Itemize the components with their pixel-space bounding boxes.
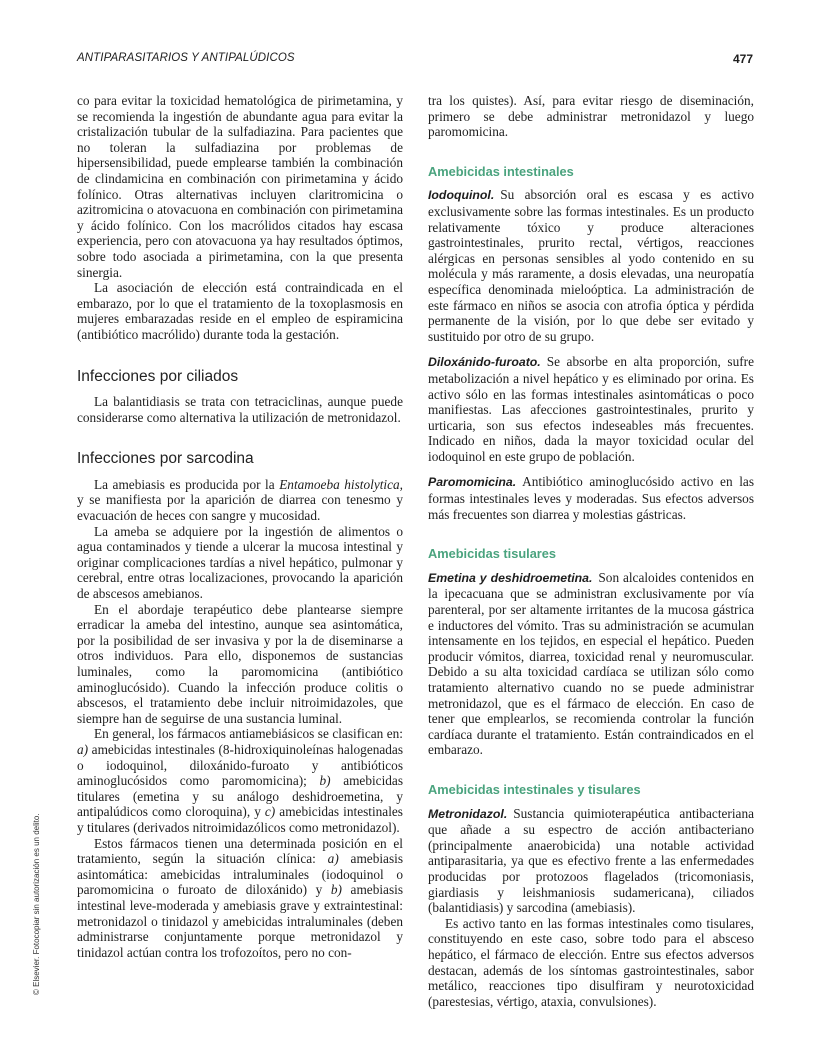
drug-entry-iodoquinol: Iodoquinol. Su absorción oral es escasa y es activo exclusivamente sobre las formas intestinales. Es un producto relativamente tóxico y produce alteraciones gastrointestinales, prurito rectal, vértigos, reacciones alérgicas en personas sensibles al yodo contenido en su molécula y más raramente, a dosis elevadas, una neuropatía específica denominada mieloóptica. La administración de este fármaco en niños se asocia con atrofia óptica y pérdida permanente de la visión, por lo que debe ser evitado y sustituido por otro de su grupo. bbox=[428, 187, 754, 344]
running-title: ANTIPARASITARIOS Y ANTIPALÚDICOS bbox=[77, 52, 295, 64]
drug-entry-diloxanido: Diloxánido-furoato. Se absorbe en alta proporción, sufre metabolización a nivel hepático y es eliminado por orina. Es activo sólo en las formas intestinales asintomáticas o poco manifiestas. Las afecciones gastrointestinales, prurito y urticaria, son sus efectos indeseables más frecuentes. Indicado en niños, dada la mayor toxicidad ocular del iodoquinol en este grupo de población. bbox=[428, 354, 754, 464]
paragraph: En general, los fármacos antiamebiásicos se clasifican en: a) amebicidas intestinales (8-hidroxiquinoleínas halogenadas o iodoquinol, diloxánido-furoato y antibióticos aminoglucósidos como paromomicina); b) amebicidas titulares (emetina y su análogo deshidroemetina, y antipalúdicos como cloroquina), y c) amebicidas intestinales y titulares (derivados nitroimidazólicos como metronidazol). bbox=[77, 726, 404, 835]
paragraph: La ameba se adquiere por la ingestión de alimentos o agua contaminados y tiende a ulcerar la mucosa intestinal y originar complicaciones tardías a nivel hepático, pulmonar y cerebral, entre otras localizaciones, provocando la aparición de abscesos amebianos. bbox=[77, 523, 403, 602]
subsection-heading-tisulares: Amebicidas tisulares bbox=[428, 546, 557, 562]
paragraph: Estos fármacos tienen una determinada posición en el tratamiento, según la situación clínica: a) amebiasis asintomática: amebicidas intraluminales (iodoquinol o paromomicina o furoato de diloxánido) y b) amebiasis intestinal leve-moderada y amebiasis grave y extraintestinal: metronidazol o tinidazol y amebicidas intraluminales (deben administrarse conjuntamente porque metronidazol y tinidazol actúan contra los trofozoítos, pero no con- bbox=[77, 835, 403, 960]
drug-term: Iodoquinol. bbox=[428, 188, 495, 203]
drug-term: Diloxánido-furoato. bbox=[428, 355, 541, 370]
paragraph: tra los quistes). Así, para evitar riesgo de diseminación, primero se debe administrar metronidazol y luego paromomicina. bbox=[428, 93, 754, 140]
section-heading-ciliados: Infecciones por ciliados bbox=[77, 367, 239, 385]
paragraph: Es activo tanto en las formas intestinales como tisulares, constituyendo en este caso, sobre todo para el absceso hepático, el fármaco de elección. Entre sus efectos adversos destacan, además de los síntomas gastrointestinales, sabor metálico, reacciones tipo disulfiram y neurotoxicidad (parestesias, vértigo, ataxia, convulsiones). bbox=[428, 915, 754, 1009]
paragraph: co para evitar la toxicidad hematológica de pirimetamina, y se recomienda la ingestión de abundante agua para evitar la cristalización tubular de la sulfadiazina. Para pacientes que no toleran la sulfadiazina por problemas de hipersensibilidad, puede emplearse también la combinación de clindamicina en combinación con pirimetamina y ácido folínico. Otras alternativas incluyen claritromicina o azitromicina o atovacuona en combinación con pirimetamina y ácido folínico. Con los macrólidos citados hay escasa experiencia, pero con atovacuona ya hay resultados óptimos, sobre todo asociada a pirimetamina, con la que presenta sinergia. bbox=[77, 93, 403, 280]
right-column bbox=[428, 93, 754, 1009]
drug-entry-paromomicina: Paromomicina. Antibiótico aminoglucósido activo en las formas intestinales leves y moderadas. Sus efectos adversos más frecuentes son diarrea y molestias gástricas. bbox=[428, 474, 754, 522]
paragraph: En el abordaje terapéutico debe plantearse siempre erradicar la ameba del intestino, aunque sea asintomática, por la posibilidad de ser invasiva y por la de diseminarse a otros individuos. Para ello, disponemos de sustancias luminales, como la paromomicina (antibiótico aminoglucósido). Cuando la infección produce colitis o abscesos, el tratamiento debe incluir nitroimidazoles, que siempre han de seguirse de una sustancia luminal. bbox=[77, 601, 403, 726]
drug-entry-metronidazol: Metronidazol. Sustancia quimioterapéutica antibacteriana que añade a su espectro de acción antibacteriano (principalmente anaerobicida) una notable actividad antiparasitaria, ya que es efectivo frente a las enfermedades producidas por protozoos flagelados (tricomoniasis, giardiasis y leishmaniosis sudamericana), ciliados (balantidiasis) y sarcodina (amebiasis). bbox=[428, 805, 754, 916]
page-header bbox=[77, 52, 753, 70]
subsection-heading-intestinales-tisulares: Amebicidas intestinales y tisulares bbox=[428, 781, 641, 797]
copyright-side-note: © Elsevier. Fotocopiar sin autorización es un delito. bbox=[32, 813, 41, 995]
section-heading-sarcodina: Infecciones por sarcodina bbox=[77, 450, 254, 468]
left-column bbox=[77, 93, 403, 960]
paragraph: La balantidiasis se trata con tetraciclinas, aunque puede considerarse como alternativa la utilización de metronidazol. bbox=[77, 394, 403, 425]
drug-term: Metronidazol. bbox=[428, 806, 508, 821]
species-name: Entamoeba histolytica, bbox=[279, 476, 403, 492]
paragraph: La asociación de elección está contraindicada en el embarazo, por lo que el tratamiento de la toxoplasmosis en mujeres embarazadas reside en el empleo de espiramicina (antibiótico macrólido) durante toda la gestación. bbox=[77, 280, 403, 342]
subsection-heading-intestinales: Amebicidas intestinales bbox=[428, 163, 574, 179]
page-number: 477 bbox=[732, 52, 753, 66]
paragraph: La amebiasis es producida por la Entamoeba histolytica, y se manifiesta por la aparición de diarrea con tenesmo y evacuación de heces con sangre y mucosidad. bbox=[77, 476, 403, 524]
drug-entry-emetina: Emetina y deshidroemetina. Son alcaloides contenidos en la ipecacuana que se administran exclusivamente por vía parenteral, por ser altamente irritantes de la mucosa gástrica e inductores del vómito. Tras su administración se acumulan intensamente en los tejidos, en especial el hepático. Pueden producir vómitos, diarrea, toxicidad renal y neuromuscular. Debido a su alta toxicidad cardíaca se utilizan sólo como tratamiento alternativo cuando no se puede administrar metronidazol, que es el fármaco de elección. En caso de tener que emplearlos, se recomienda controlar la función cardíaca durante el tratamiento. Están contraindicados en el embarazo. bbox=[428, 569, 754, 758]
drug-term: Emetina y deshidroemetina. bbox=[428, 570, 593, 585]
drug-term: Paromomicina. bbox=[428, 475, 517, 490]
